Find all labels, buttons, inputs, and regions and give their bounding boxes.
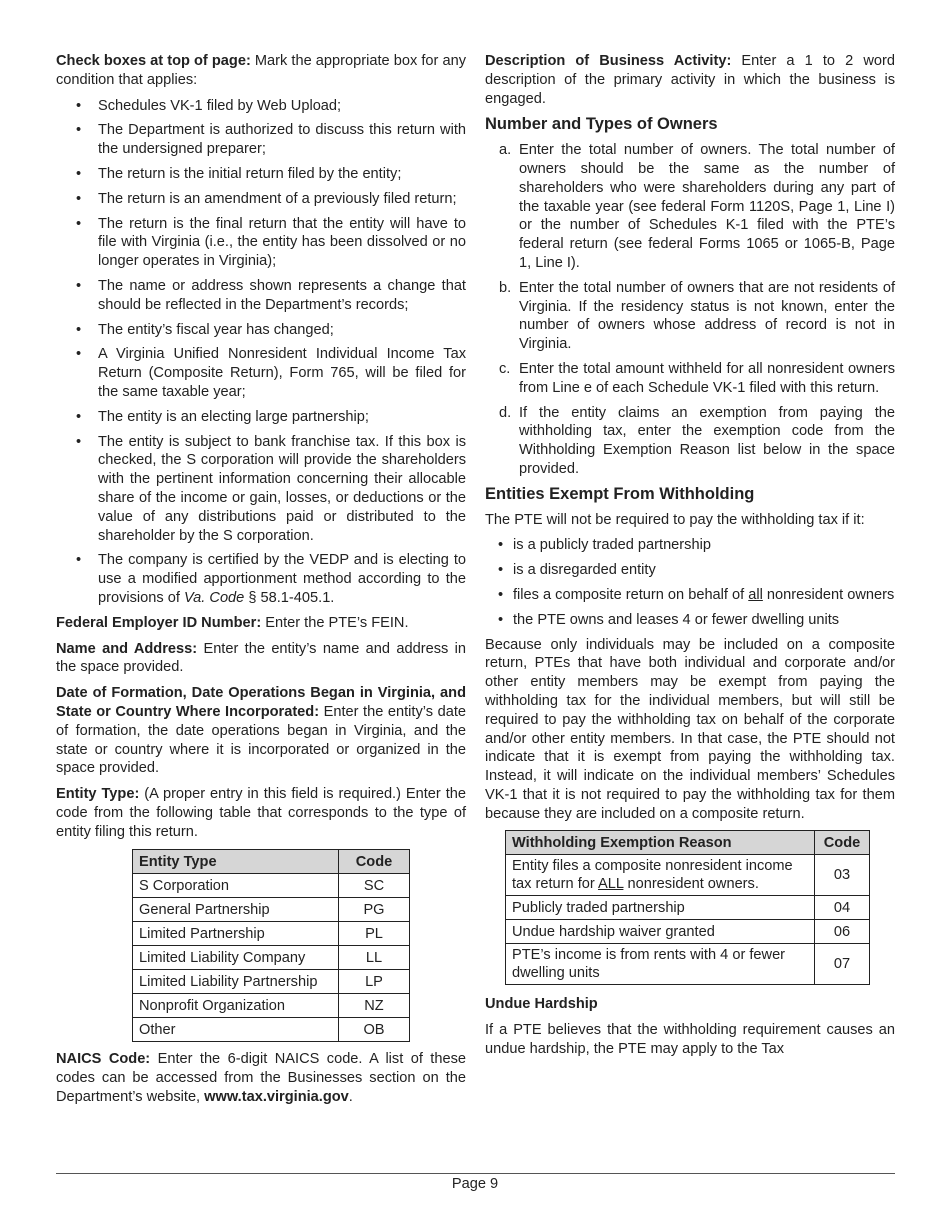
table-row: Entity files a composite nonresident income tax return for ALL nonresident owners. 03 [506, 855, 870, 896]
list-item: • is a publicly traded partnership [485, 536, 895, 555]
table-row: Limited Liability Partnership LP [133, 970, 410, 994]
table-row: Limited Partnership PL [133, 922, 410, 946]
list-item: • The return is the final return that the entity will have to file with Virginia (i.e., the entity has been dissolved or no longer operates in Virginia); [56, 215, 466, 271]
exempt-intro: The PTE will not be required to pay the withholding tax if it: [485, 511, 865, 528]
list-item: • A Virginia Unified Nonresident Individual Income Tax Return (Composite Return), Form 765, will be filed for the same taxable year; [56, 345, 466, 401]
table-header: Entity Type [133, 850, 339, 874]
formation-paragraph: Date of Formation, Date Operations Began in Virginia, and State or Country Where Incorporated: Enter the entity’s date of formation, the date operations began in Virginia, and the state or country where it is incorporated or organized in the space provided. [56, 685, 467, 777]
naics-paragraph: NAICS Code: Enter the 6-digit NAICS code. A list of these codes can be accessed from the Businesses section on the Department’s website, www.tax.virginia.gov. [56, 1051, 466, 1106]
undue-hardship-heading: Undue Hardship [485, 996, 598, 1013]
undue-hardship-paragraph: If a PTE believes that the withholding requirement causes an undue hardship, the PTE may apply to the Tax [485, 1022, 895, 1058]
table-header: Code [339, 850, 410, 874]
list-item: • the PTE owns and leases 4 or fewer dwelling units [485, 611, 895, 630]
table-row: Undue hardship waiver granted 06 [506, 920, 870, 944]
right-column [485, 52, 895, 1066]
entity-type-table [132, 849, 410, 1042]
owners-heading: Number and Types of Owners [485, 115, 718, 134]
website-link[interactable]: www.tax.virginia.gov [204, 1089, 349, 1106]
description-paragraph: Description of Business Activity: Enter a 1 to 2 word description of the primary activity in which the business is engaged. [485, 53, 895, 107]
list-item: a. Enter the total number of owners. The total number of owners should be the same as the number of shareholders who were shareholders during any part of the taxable year (see federal Form 1120S, Page 1, Line I) or the number of Schedules K-1 filed with the PTE’s federal return (see federal Forms 1065 or 1065-B, Page 1, Line I). [499, 142, 895, 271]
list-item: • The name or address shown represents a change that should be reflected in the Department’s records; [56, 277, 466, 315]
table-row: Limited Liability Company LL [133, 946, 410, 970]
footer-divider [56, 1173, 895, 1174]
list-item: • The entity’s fiscal year has changed; [56, 321, 466, 340]
table-header-row [506, 831, 870, 855]
table-row: PTE’s income is from rents with 4 or fewer dwelling units 07 [506, 944, 870, 985]
withholding-exemption-table [505, 830, 870, 985]
fein-paragraph: Federal Employer ID Number: Enter the PTE’s FEIN. [56, 614, 409, 631]
list-item: c. Enter the total amount withheld for all nonresident owners from Line e of each Schedule VK-1 filed with this return. [499, 360, 895, 396]
check-boxes-list [56, 97, 466, 608]
exempt-heading: Entities Exempt From Withholding [485, 484, 755, 503]
list-item: b. Enter the total number of owners that are not residents of Virginia. If the residency status is not known, enter the number of owners whose address of record is not in Virginia. [499, 279, 895, 353]
list-item: • files a composite return on behalf of all nonresident owners [485, 586, 895, 605]
entity-type-paragraph: Entity Type: (A proper entry in this field is required.) Enter the code from the following table that corresponds to the type of entity filing this return. [56, 786, 466, 840]
list-item: • Schedules VK-1 filed by Web Upload; [56, 97, 466, 116]
list-item: • The company is certified by the VEDP and is electing to use a modified apportionment method according to the provisions of Va. Code § 58.1-405.1. [56, 551, 466, 607]
list-item: • The return is an amendment of a previously filed return; [56, 190, 466, 209]
list-item: • is a disregarded entity [485, 561, 895, 580]
table-row: Nonprofit Organization NZ [133, 994, 410, 1018]
table-header-row [133, 850, 410, 874]
table-row: Other OB [133, 1018, 410, 1042]
list-item: • The return is the initial return filed by the entity; [56, 165, 466, 184]
exempt-paragraph: Because only individuals may be included on a composite return, PTEs that have both individual and corporate and/or other entity members may be exempt from paying the withholding tax for the individual members, but will still be required to pay the withholding tax on behalf of the corporate and/or other entity members. In that case, the PTE should not indicate that it is exempt from paying the withholding tax. Instead, it will indicate on the individual members’ Schedules VK-1 that it is not required to pay the withholding tax for them because they are included on a composite return. [485, 636, 895, 822]
owners-list [485, 141, 895, 479]
exempt-list [485, 536, 895, 629]
list-item: • The Department is authorized to discuss this return with the undersigned preparer; [56, 121, 466, 159]
list-item: d. If the entity claims an exemption from paying the withholding tax, enter the exemption code from the Withholding Exemption Reason list below in the space provided. [499, 404, 895, 477]
table-header: Withholding Exemption Reason [506, 831, 815, 855]
list-item: • The entity is subject to bank franchise tax. If this box is checked, the S corporation will provide the shareholders with the pertinent information concerning their allocable share of the income or gain, losses, or deductions or the value of any distributions paid or distributed to the shareholder by the S corporation. [56, 433, 466, 546]
name-address-paragraph: Name and Address: Enter the entity’s name and address in the space provided. [56, 640, 466, 676]
check-boxes-paragraph: Check boxes at top of page: Mark the appropriate box for any condition that applies: [56, 53, 466, 88]
table-row: General Partnership PG [133, 898, 410, 922]
list-item: • The entity is an electing large partnership; [56, 408, 466, 427]
page-number: Page 9 [451, 1176, 499, 1192]
left-column [56, 52, 466, 1114]
table-row: S Corporation SC [133, 874, 410, 898]
table-row: Publicly traded partnership 04 [506, 896, 870, 920]
table-header: Code [815, 831, 870, 855]
